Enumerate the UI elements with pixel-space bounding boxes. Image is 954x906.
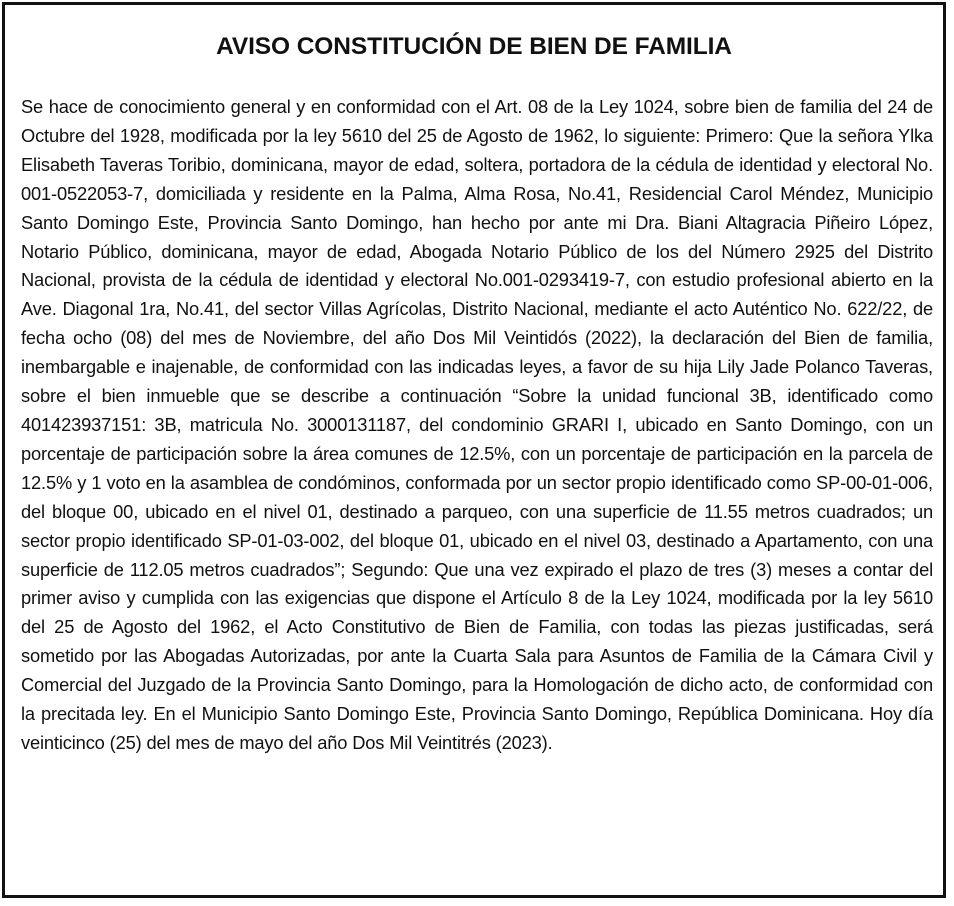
notice-body: Se hace de conocimiento general y en conformidad con el Art. 08 de la Ley 1024, sobre bien de familia del 24 de Octubre del 1928, modificada por la ley 5610 del 25 de Agosto de 1962, lo siguiente: Primero: Que la señora Ylka Elisabeth Taveras Toribio, dominicana, mayor de edad, soltera, portadora de la cédula de identidad y electoral No. 001-0522053-7, domiciliada y residente en la Palma, Alma Rosa, No.41, Residencial Carol Méndez, Municipio Santo Domingo Este, Provincia Santo Domingo, han hecho por ante mi Dra. Biani Altagracia Piñeiro López, Notario Público, dominicana, mayor de edad, Abogada Notario Público de los del Número 2925 del Distrito Nacional, provista de la cédula de identidad y electoral No.001-0293419-7, con estudio profesional abierto en la Ave. Diagonal 1ra, No.41, del sector Villas Agrícolas, Distrito Nacional, mediante el acto Auténtico No. 622/22, de fecha ocho (08) del mes de Noviembre, del año Dos Mil Veintidós (2022), la declaración del Bien de familia, inembargable e inajenable, de conformidad con las indicadas leyes, a favor de su hija Lily Jade Polanco Taveras, sobre el bien inmueble que se describe a continuación “Sobre la unidad funcional 3B, identificado como 401423937151: 3B, matricula No. 3000131187, del condominio GRARI I, ubicado en Santo Domingo, con un porcentaje de participación sobre la área comunes de 12.5%, con un porcentaje de participación en la parcela de 12.5% y 1 voto en la asamblea de condóminos, conformada por un sector propio identificado como SP-00-01-006, del bloque 00, ubicado en el nivel 01, destinado a parqueo, con una superficie de 11.55 metros cuadrados; un sector propio identificado SP-01-03-002, del bloque 01, ubicado en el nivel 03, destinado a Apartamento, con una superficie de 112.05 metros cuadrados”; Segundo: Que una vez expirado el plazo de tres (3) meses a contar del primer aviso y cumplida con las exigencias que dispone el Artículo 8 de la Ley 1024, modificada por la ley 5610 del 25 de Agosto del 1962, el Acto Constitutivo de Bien de Familia, con todas las piezas justificadas, será sometido por las Abogadas Autorizadas, por ante la Cuarta Sala para Asuntos de Familia de la Cámara Civil y Comercial del Juzgado de la Provincia Santo Domingo, para la Homologación de dicho acto, de conformidad con la precitada ley. En el Municipio Santo Domingo Este, Provincia Santo Domingo, República Dominicana. Hoy día veinticinco (25) del mes de mayo del año Dos Mil Veintitrés (2023). <box>21 96 933 753</box>
notice-title: AVISO CONSTITUCIÓN DE BIEN DE FAMILIA <box>216 33 732 60</box>
notice-frame <box>2 2 946 898</box>
